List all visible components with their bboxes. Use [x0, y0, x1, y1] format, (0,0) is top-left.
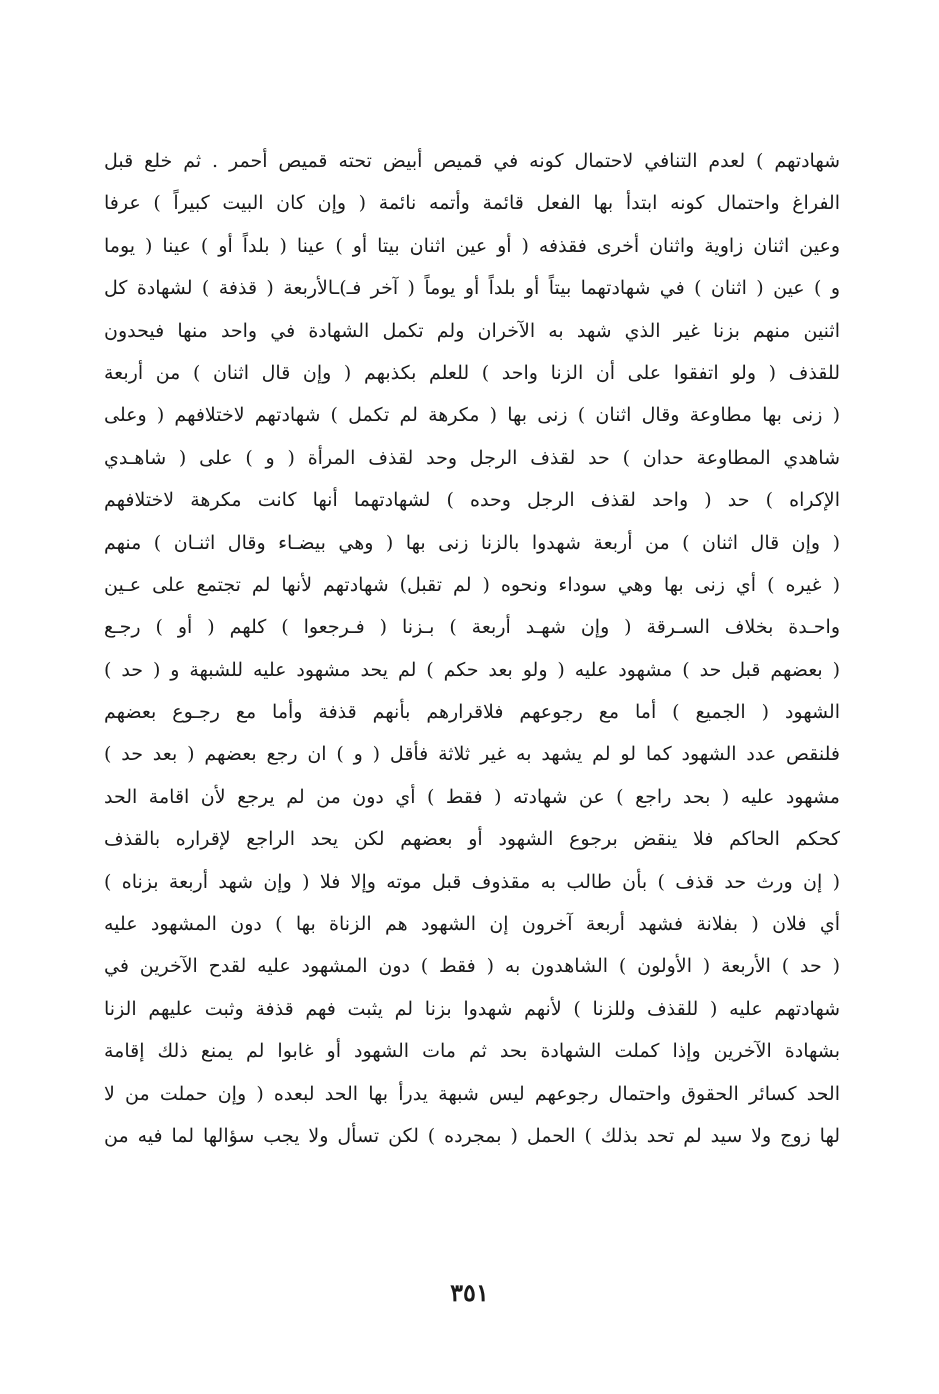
text-line: شاهدي المطاوعة حدان ) حد لقذف الرجل وحد لقذف المرأة ( و ) على ( شاهـدي	[104, 446, 840, 469]
text-line: شهادتهم عليه ( للقذف وللزنا ) لأنهم شهدوا بزنا لم يثبت فهم قذفة وثبت عليهم الزنا	[104, 997, 840, 1020]
text-line: ( غيره ) أي زنى بها وهي سوداء ونحوه ( لم تقبل) شهادتهم لأنها لم تجتمع على عـين	[104, 573, 840, 596]
text-line: الفراغ واحتمال كونه ابتدأ بها الفعل قائمة وأتمه نائمة ( وإن كان البيت كبيراً ) عرفا	[104, 192, 840, 215]
text-line: ( إن ورث حد قذف ) بأن طالب به مقذوف قبل موته وإلا فلا ( وإن شهد أربعة بزناه )	[104, 870, 840, 893]
text-line: ( بعضهم قبل حد ) مشهود عليه ( ولو بعد حكم ) لم يحد مشهود عليه للشبهة و ( حد )	[104, 658, 840, 681]
text-line: و ) عين ( اثنان ) في شهادتهما بيتاً أو بلداً أو يوماً ( آخر فـ)ـالأربعة ( قذفة ) لشهادة كل	[104, 277, 840, 300]
page-number: ٣٥١	[450, 1278, 489, 1307]
text-line: شهادتهم ) لعدم التنافي لاحتمال كونه في قميص أبيض تحته قميص أحمر . ثم خلع قبل	[104, 150, 840, 172]
text-line: أي فلان ( بفلانة فشهد أربعة آخرون إن الشهود هم الزناة بها ) دون المشهود عليه	[104, 913, 840, 936]
text-line: اثنين منهم بزنا غير الذي شهد به الآخران ولم تكمل الشهادة في واحد منها فيحدون	[104, 319, 840, 342]
text-line: ( وإن قال اثنان ) من أربعة شهدوا بالزنا زنى بها ( وهي بيضـاء وقال اثنـان ) منهم	[104, 531, 840, 554]
text-line: ( حد ) الأربعة ( الأولون ) الشاهدون به ( فقط ) دون المشهود عليه لقدح الآخرين في	[104, 955, 840, 978]
text-line: لها زوج ولا سيد لم تحد بذلك ) الحمل ( بمجرده ) لكن تسأل ولا يجب سؤالها لما فيه من	[104, 1124, 840, 1147]
text-line: ( زنى بها مطاوعة وقال اثنان ) زنى بها ( مكرهة لم تكمل ) شهادتهم لاختلافهم ( وعلى	[104, 404, 840, 427]
text-line: مشهود عليه ( بحد راجع ) عن شهادته ( فقط ) أي دون من لم يرجع لأن اقامة الحد	[104, 785, 840, 808]
text-line: بشهادة الآخرين وإذا كملت الشهادة بحد ثم مات الشهود أو غابوا لم يمنع ذلك إقامة	[104, 1040, 840, 1063]
text-line: للقذف ( ولو اتفقوا على أن الزنا واحد ) للعلم بكذبهم ( وإن قال اثنان ) من أربعة	[104, 361, 840, 384]
text-line: واحـدة بخلاف السـرقة ( وإن شهـد أربعة ) بـزنا ( فـرجعوا ) كلهم ( أو ) رجـع	[104, 616, 840, 639]
text-line: الإكراه ) حد ( واحد لقذف الرجل وحده ) لشهادتهما أنها كانت مكرهة لاختلافهم	[104, 489, 840, 512]
text-line: الحد كسائر الحقوق واحتمال رجوعهم ليس شبهة يدرأ بها الحد لبعده ( وإن حملت من لا	[104, 1082, 840, 1105]
text-line: الشهود ( الجميع ) أما مع رجوعهم فلاقرارهم بأنهم قذفة وأما مع رجـوع بعضهم	[104, 701, 840, 724]
text-line: كحكم الحاكم فلا ينقض برجوع الشهود أو بعضهم لكن يحد الراجع لإقراره بالقذف	[104, 828, 840, 851]
text-line: فلنقص عدد الشهود كما لو لم يشهد به غير ثلاثة فأقل ( و ) ان رجع بعضهم ( بعد حد )	[104, 743, 840, 766]
body-text	[104, 140, 840, 1157]
text-line: وعين اثنان زاوية واثنان أخرى فقذفه ( أو عين اثنان بيتا أو ) عينا ( بلداً أو ) عينا ( يوما	[104, 234, 840, 257]
